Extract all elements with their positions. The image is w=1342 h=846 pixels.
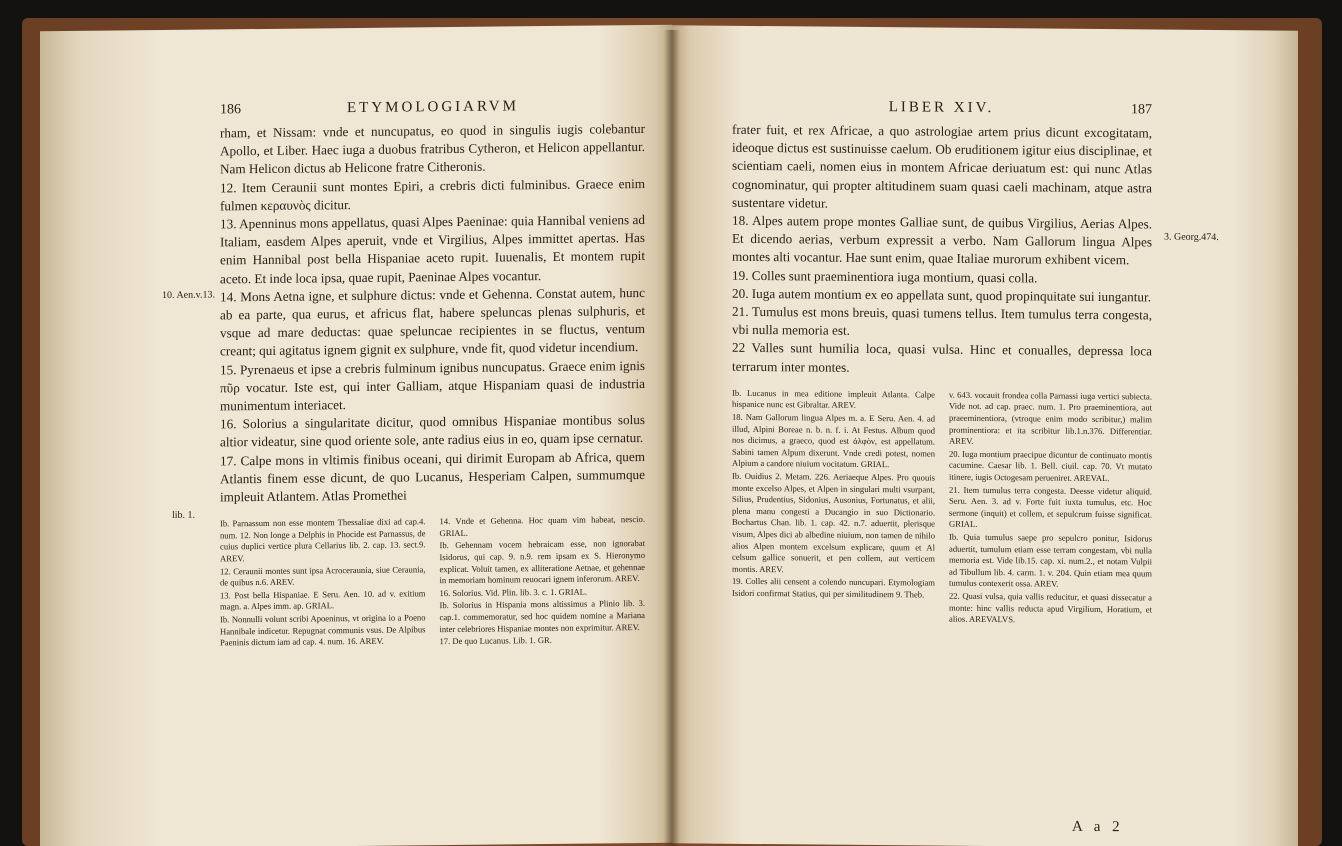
left-margin-note: lib. 1. <box>172 509 196 521</box>
right-margin-note: 3. Georg.474. <box>1164 231 1219 244</box>
left-page-number: 186 <box>220 102 241 118</box>
footnote: 19. Colles alii censent a colendo nuncupari. Etymologiam Isidori confirmat Statius, qui per similitudinem 9. Theb. <box>732 576 935 600</box>
right-page-content <box>732 98 1152 628</box>
left-paragraph: 14. Mons Aetna igne, et sulphure dictus: vnde et Gehenna. Constat autem, hunc ab ea parte, qua eurus, et africus flat, habere speluncas plenas sulphuris, et vsque ad mare deductas: quae speluncae recipientes in se fluctus, ventum creant; qui agitatus ignem gignit ex sulphure, vnde fit, quod videtur incendium. <box>220 284 645 359</box>
footnote: 21. Item tumulus terra congesta. Deesse videtur aliquid. Seru. Aen. 3. ad v. Forte fuit iuxta tumulus, etc. Hoc sermone (inquit) et collem, et sepulcrum fuisse significat. GRIAL. <box>949 484 1152 530</box>
right-body <box>732 121 1152 380</box>
footnote: 12. Ceraunii montes sunt ipsa Acroceraunia, siue Ceraunia, de quibus n.6. AREV. <box>220 563 426 588</box>
left-notes-column-1 <box>220 517 426 652</box>
footnote: Ib. Parnassum non esse montem Thessaliae dixi ad cap.4. num. 12. Non longe a Delphis in Phocide est Parnassus, de cuius duplici vertice plura Cellarius lib. 2. cap. 13. sect.9. AREV. <box>220 516 426 564</box>
right-footnotes <box>732 388 1152 629</box>
right-paragraph: 19. Colles sunt praeminentiora iuga montium, quasi colla. <box>732 267 1038 286</box>
footnote: 13. Post bella Hispaniae. E Seru. Aen. 10. ad v. exitium magn. a. Alpes imm. ap. GRIAL. <box>220 588 426 612</box>
book-gutter <box>664 30 680 846</box>
left-page-content <box>220 97 645 651</box>
right-paragraph: frater fuit, et rex Africae, a quo astrologiae artem prius dicunt excogitatam, ideoque dictus est sustinuisse caelum. Ob eruditionem igitur eius disciplinae, et scientiam caeli, nomen eius in montem Africae deriuatum est: qui nunc Atlas cognominatur, qui propter altitudinem suam quasi caeli machinam, atque astra sustentare videtur. <box>732 121 1152 211</box>
signature-mark: A a 2 <box>1072 818 1124 836</box>
right-notes-column-1 <box>732 388 935 627</box>
left-paragraph: 13. Apenninus mons appellatus, quasi Alpes Paeninae: quia Hannibal veniens ad Italiam, easdem Alpes aperuit, vnde et Virgilius, Alpes immittet apertas. Has enim Hannibal post bella Hispaniae aceto rupit. Iuuenalis, Et montem rupit aceto. Et inde loca ipsa, quae rupit, Paeninae Alpes vocantur. <box>220 211 645 287</box>
left-paragraph: 12. Item Ceraunii sunt montes Epiri, a crebris dicti fulminibus. Graece enim fulmen κεραυνὸς dicitur. <box>220 175 645 214</box>
right-paragraph: 22 Valles sunt humilia loca, quasi vulsa. Hinc et conualles, depressa loca terrarum inter montes. <box>732 340 1152 375</box>
right-running-head: LIBER XIV. <box>888 99 995 117</box>
left-paragraph: rham, et Nissam: vnde et nuncupatus, eo quod in singulis iugis colebantur Apollo, et Liber. Haec iuga a duobus fratribus Cytheron, et Helicon appellantur. Nam Helicon dictus ab Helicone fratre Citheronis. <box>220 120 645 177</box>
footnote: 14. Vnde et Gehenna. Hoc quam vim habeat, nescio. GRIAL. <box>439 514 645 538</box>
left-margin-note: 10. Aen.v.13. <box>162 289 215 302</box>
footnote: Ib. Ouidius 2. Metam. 226. Aeriaeque Alpes. Pro quouis monte excelso Alpes, et Alpen in singulari multi vsurpant, Silius, Prudentius, Sidonius, Ausonius, Fortunatus, et alii, plena manu congesti a Ducangio in suo Dictionario. Bochartus Chan. lib. 1. cap. 42. n.7. aduertit, plerisque visum, Alpes dici ab albedine niuium, non tamen de nihilo alios Alpen montem excelsum explicare, quum et Al celsum gallice sonuerit, et pen collem, aut verticem montis. AREV. <box>732 470 935 574</box>
footnote: 18. Nam Gallorum lingua Alpes m. a. E Seru. Aen. 4. ad illud, Alpini Boreae n. b. n. f. i. At Festus. Album quod nos dicimus, a graeco, quod est ἀλφὸν, est appellatum. Sabini tamen Alpum dixerunt. Vnde credi potest, nomen Alpium a candore niuium vocitatum. GRIAL. <box>732 411 935 470</box>
right-paragraph: 20. Iuga autem montium ex eo appellata sunt, quod propinquitate sui iungantur. <box>732 285 1151 305</box>
footnote: 16. Solorius. Vid. Plin. lib. 3. c. 1. GRIAL. <box>439 586 588 598</box>
footnote: Ib. Solorius in Hispania mons altissimus a Plinio lib. 3. cap.1. commemoratur, sed hoc quidem nomine a Mariana inter celebriores Hispaniae montes non exprimitur. AREV. <box>439 598 645 634</box>
right-paragraph: 18. Alpes autem prope montes Galliae sunt, de quibus Virgilius, Aerias Alpes. Et dicendo aerias, verbum expressit a verbo. Nam Gallorum lingua Alpes montes alti vocantur. Hae sunt enim, quae Italiae murorum exhibent vicem. <box>732 212 1152 268</box>
footnote: 20. Iuga montium praecipue dicuntur de continuato montis cacumine. Caesar lib. 1. Bell. ciuil. cap. 70. Vt mutato itinere, iugis Octogesam perueniret. AREVAL. <box>949 448 1152 484</box>
footnote: 22. Quasi vulsa, quia vallis reducitur, et quasi dissecatur a monte: hinc vallis reducta apud Virgilium, Horatium, et alios. AREVALVS. <box>949 590 1152 625</box>
left-paragraph: 16. Solorius a singularitate dicitur, quod omnibus Hispaniae montibus solus altior videatur, sine quod oriente sole, ante radius eius in eo, quam ipse cernatur. <box>220 412 645 450</box>
footnote: Ib. Nonnulli volunt scribi Apoeninus, vt origina io a Poeno Hannibale indicetur. Repugnat communis vsus. De Alpibus Paeninis dictum iam ad cap. 4. num. 16. AREV. <box>220 612 426 648</box>
right-page <box>672 25 1298 846</box>
left-page <box>40 25 672 846</box>
right-header <box>732 98 1152 119</box>
left-paragraph: 17. Calpe mons in vltimis finibus oceani, qui dirimit Europam ab Africa, quem Atlantis finem esse dicunt, de quo Lucanus, Hesperiam Calpen, summumque impleuit Atlantem. Atlas Promethei <box>220 448 645 505</box>
left-notes-column-2 <box>440 514 646 649</box>
left-footnotes <box>220 514 645 651</box>
right-notes-column-2 <box>949 390 1152 629</box>
footnote: v. 643. vocauit frondea colla Parnassi iuga vertici subiecta. Vide not. ad cap. praec. num. 1. Pro praeminentiora, aut praeeminentiora, (vtroque enim modo scribitur,) malim prominentiora: et ita scribitur lib.1.n.376. Differentiar. AREV. <box>949 389 1152 447</box>
left-body <box>220 120 645 507</box>
footnote: Ib. Quia tumulus saepe pro sepulcro ponitur, Isidorus aduertit, tumulum etiam esse terram congestam, vbi nulla memoria est. Vide lib.15. cap. xi. num.2., et notam Vulpii ad Tibullum lib. 4. carm. 1. v. 204. Quin etiam mea quum tumulus contexerit ossa. AREV. <box>949 531 1152 589</box>
right-paragraph: 21. Tumulus est mons breuis, quasi tumens tellus. Item tumulus terra congesta, vbi nulla memoria est. <box>732 303 1152 339</box>
footnote: Ib. Lucanus in mea editione impleuit Atlanta. Calpe hispanice nunc est Gibraltar. AREV. <box>732 387 935 411</box>
right-page-number: 187 <box>1131 102 1152 118</box>
left-running-head: ETYMOLOGIARVM <box>347 98 519 117</box>
footnote: Ib. Gehennam vocem hebraicam esse, non ignorabat Isidorus, qui cap. 9. n.9. rem ipsam ex S. Hieronymo explicat. Voluit tamen, ex alliteratione Aetnae, et gehennae in memoriam hominum reuocari ignem inferorum. AREV. <box>439 538 645 586</box>
footnote: 17. De quo Lucanus. Lib. 1. GR. <box>439 635 552 647</box>
left-paragraph: 15. Pyrenaeus et ipse a crebris fulminum ignibus nuncupatus. Graece enim ignis πῦρ vocatur. Iste est, qui inter Galliam, atque Hispaniam quasi de industria munimentum interiacet. <box>220 357 645 414</box>
left-header <box>220 97 645 118</box>
